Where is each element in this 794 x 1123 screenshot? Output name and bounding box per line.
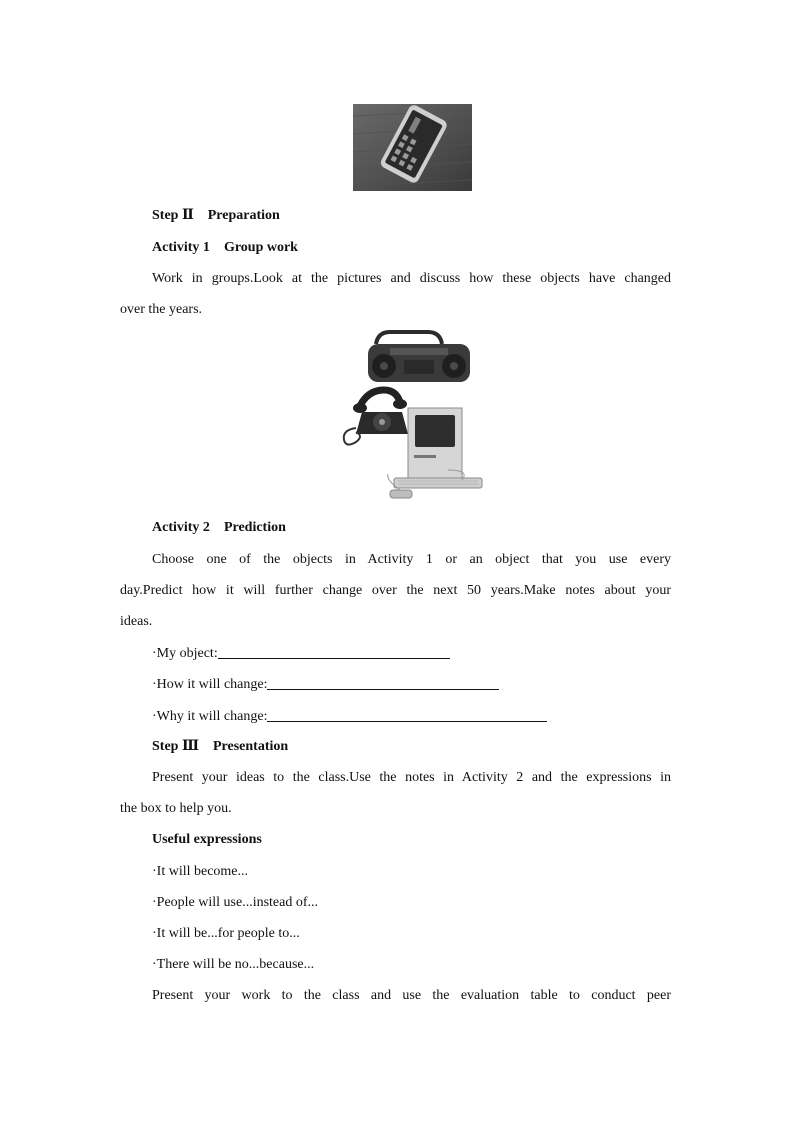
step-2-label: Step Ⅱ — [152, 208, 194, 223]
activity-1-title: Group work — [223, 240, 298, 255]
useful-expressions-heading: Useful expressions — [152, 832, 262, 847]
smartphone-photo — [353, 104, 472, 191]
activity-2-title: Prediction — [223, 520, 286, 535]
note-how-change — [152, 675, 499, 694]
activity-2-heading — [152, 519, 286, 537]
presentation-text-line-2: the box to help you. — [120, 801, 232, 816]
activity-1-label: Activity 1 — [152, 240, 210, 255]
step-3-label: Step Ⅲ — [152, 739, 199, 754]
activity-2-label: Activity 2 — [152, 520, 210, 535]
activity-2-text-line-1: Choose one of the objects in Activity 1 or an object that you use every — [152, 552, 671, 567]
activity-1-text-line-1: Work in groups.Look at the pictures and discuss how these objects have changed — [152, 271, 671, 286]
useful-expression-item: ·There will be no...because... — [152, 957, 315, 972]
activity-2-text-line-3: ideas. — [120, 614, 153, 629]
useful-expression-item: ·People will use...instead of... — [152, 895, 319, 910]
useful-expression-item: ·It will become... — [152, 864, 249, 879]
step-3-title: Presentation — [213, 739, 289, 754]
my-object-blank[interactable] — [218, 644, 450, 659]
note-my-object-label: ·My object: — [152, 646, 218, 661]
note-why-change — [152, 707, 547, 726]
useful-expression-item: ·It will be...for people to... — [152, 926, 300, 941]
activity-1-heading — [152, 239, 298, 257]
how-change-blank[interactable] — [267, 675, 499, 690]
note-why-change-label: ·Why it will change: — [152, 709, 268, 724]
step-2-title: Preparation — [207, 208, 280, 223]
closing-text-line-1: Present your work to the class and use the evaluation table to conduct peer — [152, 988, 671, 1003]
activity-1-text-line-2: over the years. — [120, 302, 203, 317]
radio-icon — [368, 332, 470, 382]
old-objects-illustration — [338, 330, 486, 505]
note-my-object — [152, 644, 450, 663]
activity-2-text-line-2: day.Predict how it will further change over the next 50 years.Make notes about your — [120, 583, 671, 598]
telephone-icon — [344, 390, 408, 445]
step-2-heading — [152, 207, 280, 225]
note-how-change-label: ·How it will change: — [152, 677, 268, 692]
step-3-heading — [152, 738, 288, 756]
why-change-blank[interactable] — [267, 707, 547, 722]
presentation-text-line-1: Present your ideas to the class.Use the notes in Activity 2 and the expressions in — [152, 770, 671, 785]
